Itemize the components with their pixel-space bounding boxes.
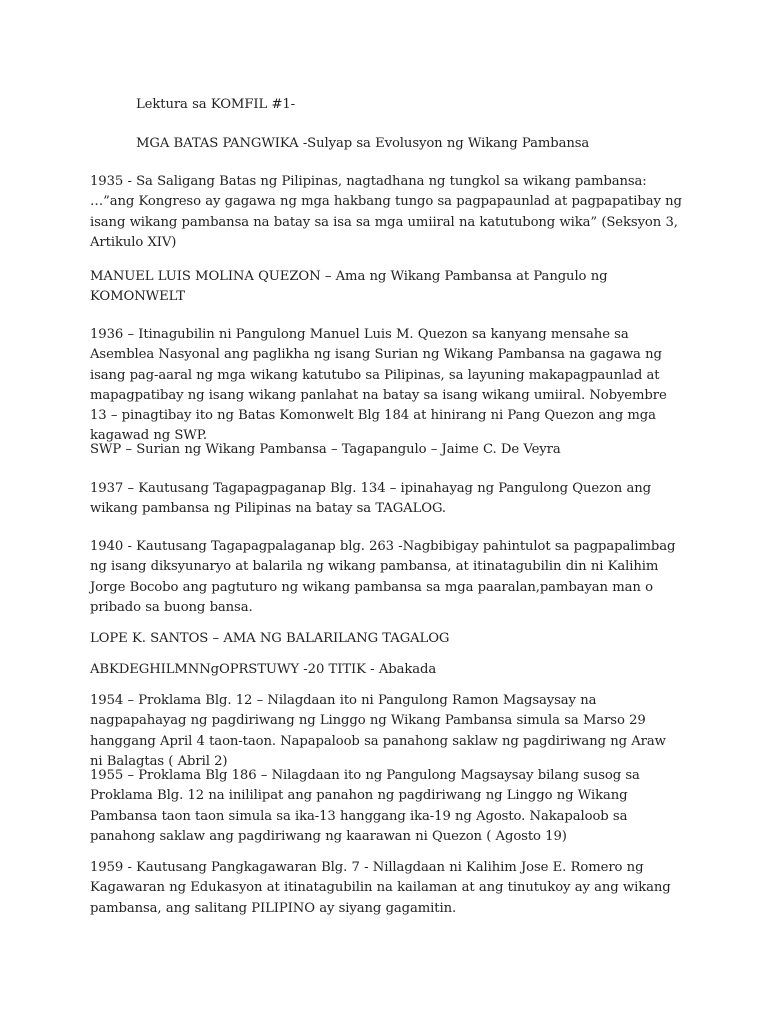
paragraph-1954: 1954 – Proklama Blg. 12 – Nilagdaan ito ni Pangulong Ramon Magsaysay na nagpapahayag ng pagdiriwang ng Linggo ng Wikang Pambansa simula sa Marso 29 hanggang April 4 taon-taon. Napapaloob sa panahong saklaw ng pagdiriwang ng Araw ni Balagtas ( Abril 2) [90,693,666,769]
paragraph-quezon: MANUEL LUIS MOLINA QUEZON – Ama ng Wikang Pambansa at Pangulo ng KOMONWELT [90,269,608,305]
paragraph-1955: 1955 – Proklama Blg 186 – Nilagdaan ito ng Pangulong Magsaysay bilang susog sa Proklama Blg. 12 na inililipat ang panahon ng pagdiriwang ng Linggo ng Wikang Pambansa taon taon simula sa ika-13 hanggang ika-19 ng Agosto. Nakapaloob sa panahong saklaw ang pagdiriwang ng kaarawan ni Quezon ( Agosto 19) [90,768,640,844]
paragraph-swp: SWP – Surian ng Wikang Pambansa – Tagapangulo – Jaime C. De Veyra [90,442,561,457]
paragraph-1959: 1959 - Kautusang Pangkagawaran Blg. 7 - Nillagdaan ni Kalihim Jose E. Romero ng Kagawaran ng Edukasyon at itinatagubilin na kailaman at ang tinutukoy ay ang wikang pambansa, ang salitang PILIPINO ay siyang gagamitin. [90,860,671,916]
paragraph-1940: 1940 - Kautusang Tagapagpalaganap blg. 263 -Nagbibigay pahintulot sa pagpapalimbag ng isang diksyunaryo at balarila ng wikang pambansa, at itinatagubilin din ni Kalihim Jorge Bocobo ang pagtuturo ng wikang pambansa sa mga paaralan,pambayan man o pribado sa buong bansa. [90,539,676,615]
paragraph-abakada: ABKDEGHILMNNgOPRSTUWY -20 TITIK - Abakada [90,662,437,677]
paragraph-lope-santos: LOPE K. SANTOS – AMA NG BALARILANG TAGALOG [90,631,450,646]
lecture-title: Lektura sa KOMFIL #1- [136,97,296,112]
topic-title: MGA BATAS PANGWIKA -Sulyap sa Evolusyon ng Wikang Pambansa [136,136,590,151]
paragraph-1936: 1936 – Itinagubilin ni Pangulong Manuel Luis M. Quezon sa kanyang mensahe sa Asemblea Nasyonal ang paglikha ng isang Surian ng Wikang Pambansa na gagawa ng isang pag-aaral ng mga wikang katutubo sa Pilipinas, sa layuning makapagpaunlad at mapagpatibay ng isang wikang panlahat na batay sa isang wikang umiiral. Nobyembre 13 – pinagtibay ito ng Batas Komonwelt Blg 184 at hinirang ni Pang Quezon ang mga kagawad ng SWP. [90,327,667,444]
paragraph-1937: 1937 – Kautusang Tagapagpaganap Blg. 134 – ipinahayag ng Pangulong Quezon ang wikang pambansa ng Pilipinas na batay sa TAGALOG. [90,481,651,517]
paragraph-1935: 1935 - Sa Saligang Batas ng Pilipinas, nagtadhana ng tungkol sa wikang pambansa: …”ang Kongreso ay gagawa ng mga hakbang tungo sa pagpapaunlad at pagpapatibay ng isang wikang pambansa na batay sa isa sa mga umiiral na katutubong wika” (Seksyon 3, Artikulo XIV) [90,174,682,250]
